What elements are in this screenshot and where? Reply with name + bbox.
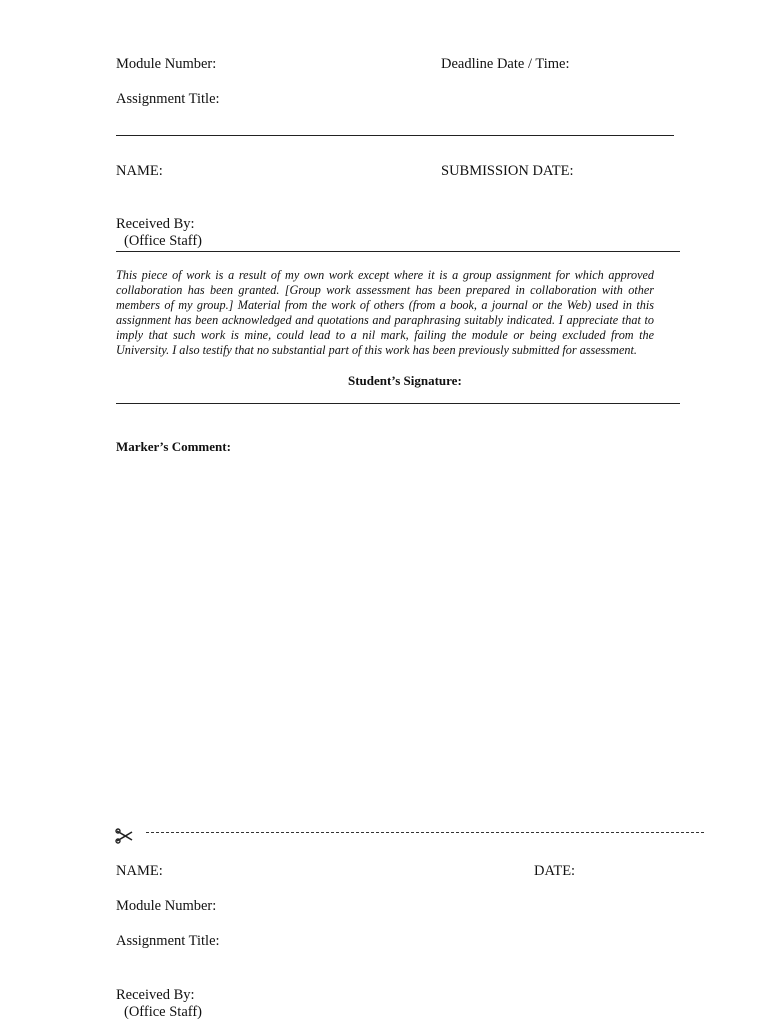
assignment-title-label: Assignment Title:: [116, 91, 220, 107]
submission-date-label: SUBMISSION DATE:: [441, 163, 574, 179]
office-staff-label: (Office Staff): [124, 233, 202, 249]
module-number-label: Module Number:: [116, 56, 217, 72]
received-by-label: Received By:: [116, 216, 195, 232]
receipt-assignment-title-label: Assignment Title:: [116, 933, 220, 949]
marker-comment-label: Marker’s Comment:: [116, 439, 231, 454]
receipt-module-number-label: Module Number:: [116, 898, 217, 914]
scissors-icon: [114, 826, 134, 846]
deadline-label: Deadline Date / Time:: [441, 56, 570, 72]
signature-underline: [116, 403, 680, 404]
student-signature-label: Student’s Signature:: [348, 373, 462, 388]
name-label: NAME:: [116, 163, 163, 179]
receipt-name-label: NAME:: [116, 863, 163, 879]
received-underline: [116, 251, 680, 252]
receipt-office-staff-label: (Office Staff): [124, 1004, 202, 1020]
receipt-date-label: DATE:: [534, 863, 576, 879]
declaration-text: This piece of work is a result of my own work except where it is a group assignment for which approved collaboration has been granted. [Group work assessment has been prepared in collaboration with other members of my group.] Material from the work of others (from a book, a journal or the Web) used in this assignment has been acknowledged and quotations and paraphrasing suitably indicated. I appreciate that to imply that such work is mine, could lead to a nil mark, failing the module or being excluded from the University. I also testify that no substantial part of this work has been previously submitted for assessment.: [116, 268, 654, 357]
cut-line: [146, 832, 704, 833]
receipt-received-by-label: Received By:: [116, 987, 195, 1003]
title-underline: [116, 135, 674, 136]
